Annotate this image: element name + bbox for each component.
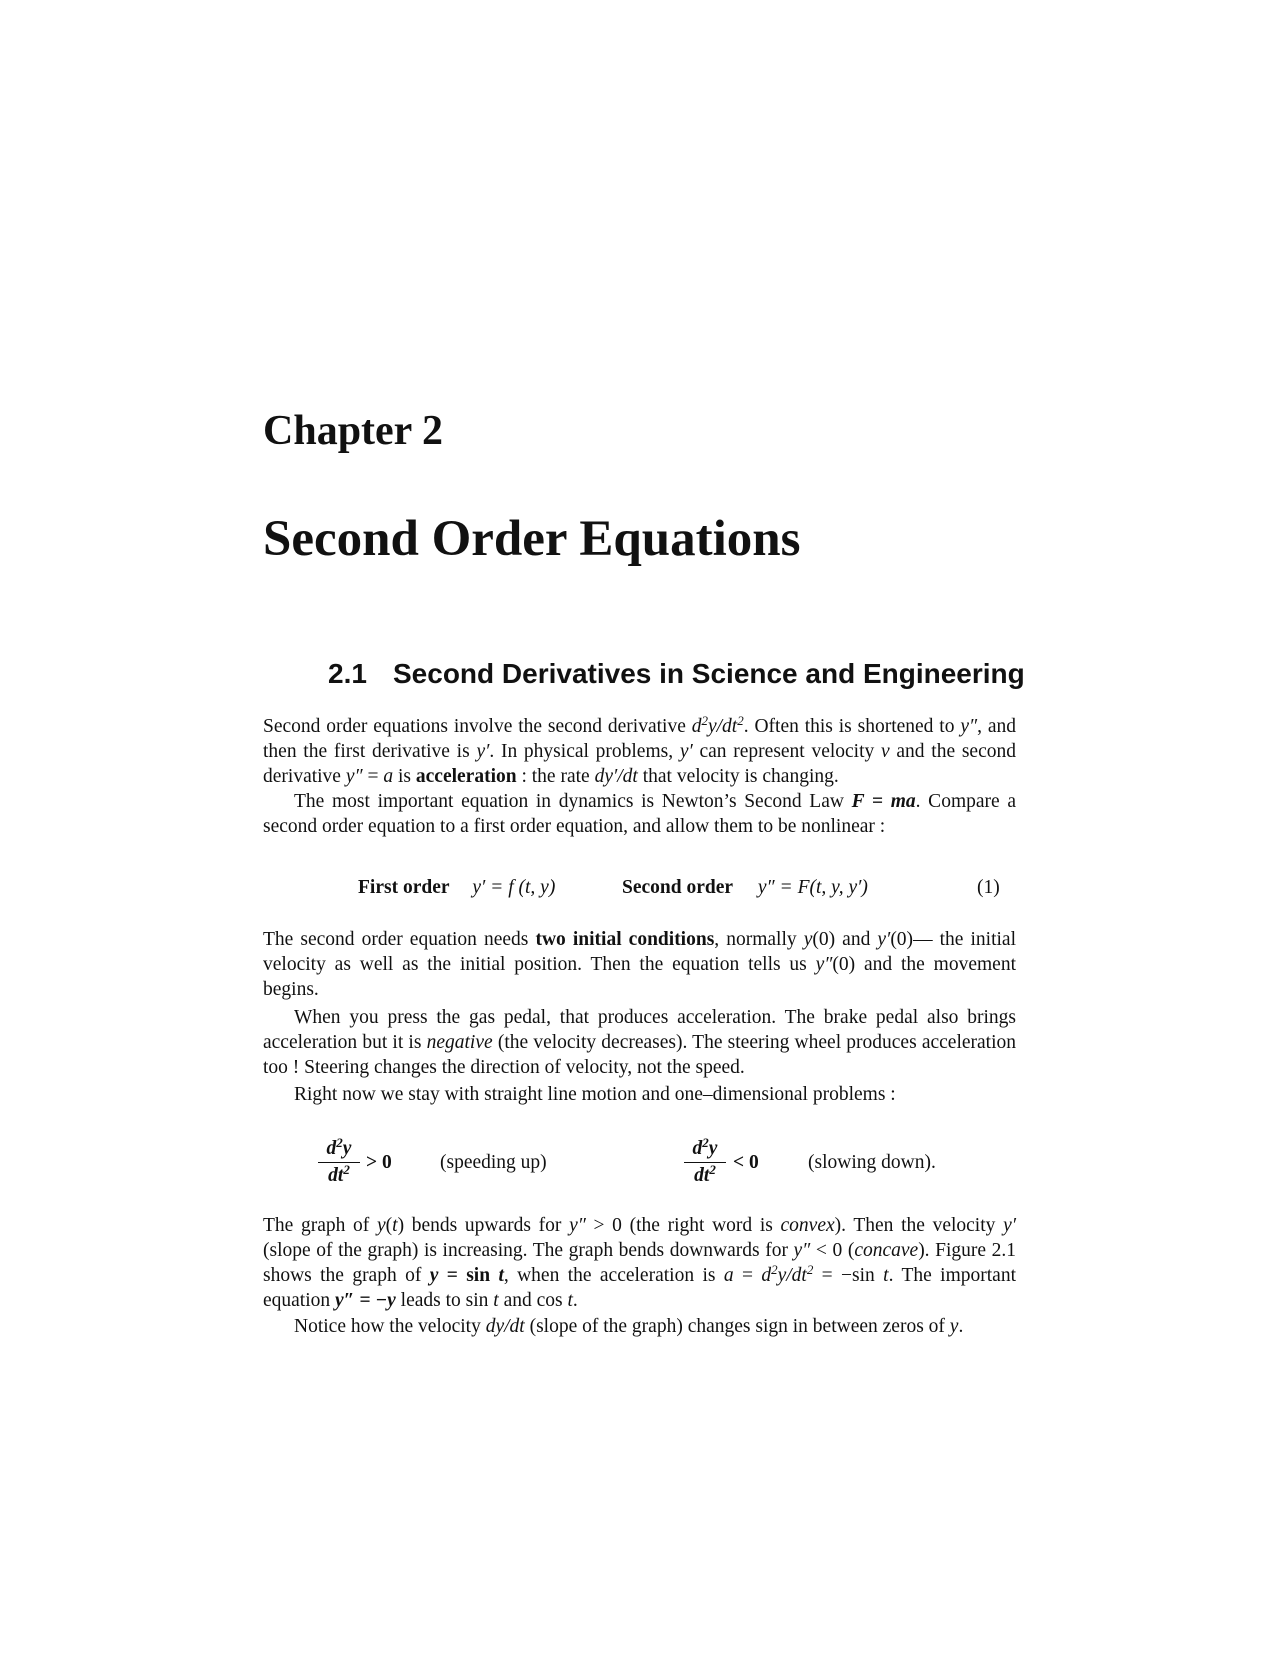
- fraction-d2y-dt2-left: $d^2y$ $dt^2$: [318, 1137, 360, 1188]
- term-two-initial-conditions: two initial conditions: [535, 929, 715, 950]
- inequality-greater: > 0: [366, 1152, 392, 1173]
- second-order-label: Second order: [622, 877, 734, 898]
- section-number: 2.1: [328, 658, 367, 689]
- chapter-label: Chapter 2: [263, 408, 444, 454]
- first-order-equation: y′ = f (t, y): [472, 877, 556, 898]
- newton-law: F = ma: [851, 791, 916, 812]
- paragraph-second-derivative: Second order equations involve the second derivative $d^2y/dt^2$. Often this is shortened to y″, and then the first derivative is y′. In physical problems, y′ can represent velocity v and the second derivative y″ = a is acceleration : the rate dy′/dt that velocity is changing.: [263, 713, 1016, 787]
- paragraph-graph-bends: The graph of y(t) bends upwards for y″ > 0 (the right word is convex). Then the velocity y′ (slope of the graph) is increasing. The graph bends downwards for y″ < 0 (concave). Figure 2.1 shows the graph of y = sin t, when the acceleration is $a = d^2y/dt^2 = -\sin$ t. The important equation y″ = −y leads to sin t and cos t.: [263, 1215, 1017, 1311]
- inequality-less: < 0: [733, 1152, 759, 1173]
- first-order-label: First order: [358, 877, 450, 898]
- equation-1-second: [622, 875, 868, 900]
- fraction-d2y-dt2-right: $d^2y$ $dt^2$: [684, 1137, 726, 1188]
- section-heading: [328, 660, 1025, 688]
- chapter-title: Second Order Equations: [263, 511, 801, 567]
- paragraph-newton: The most important equation in dynamics is Newton’s Second Law F = ma. Compare a second order equation to a first order equation, and allow them to be nonlinear :: [263, 791, 1016, 837]
- equation-number: (1): [977, 877, 1000, 898]
- paragraph-velocity-sign: Notice how the velocity dy/dt (slope of the graph) changes sign in between zeros of y.: [294, 1316, 964, 1337]
- equation-1: [358, 875, 555, 900]
- paragraph-initial-conditions: The second order equation needs two initial conditions, normally y(0) and y′(0)— the initial velocity as well as the initial position. Then the equation tells us y″(0) and the movement begins.: [263, 929, 1017, 1000]
- paragraph-gas-pedal: When you press the gas pedal, that produces acceleration. The brake pedal also brings acceleration but it is negative (the velocity decreases). The steering wheel produces acceleration too ! Steering changes the direction of velocity, not the speed.: [263, 1007, 1017, 1078]
- note-slowing-down: (slowing down).: [808, 1152, 936, 1173]
- second-order-equation: y″ = F(t, y, y′): [757, 877, 868, 898]
- note-speeding-up: (speeding up): [440, 1152, 547, 1173]
- paragraph-straight-line: Right now we stay with straight line motion and one–dimensional problems :: [294, 1084, 896, 1105]
- term-acceleration: acceleration: [415, 766, 517, 787]
- section-title: Second Derivatives in Science and Engineering: [393, 658, 1025, 689]
